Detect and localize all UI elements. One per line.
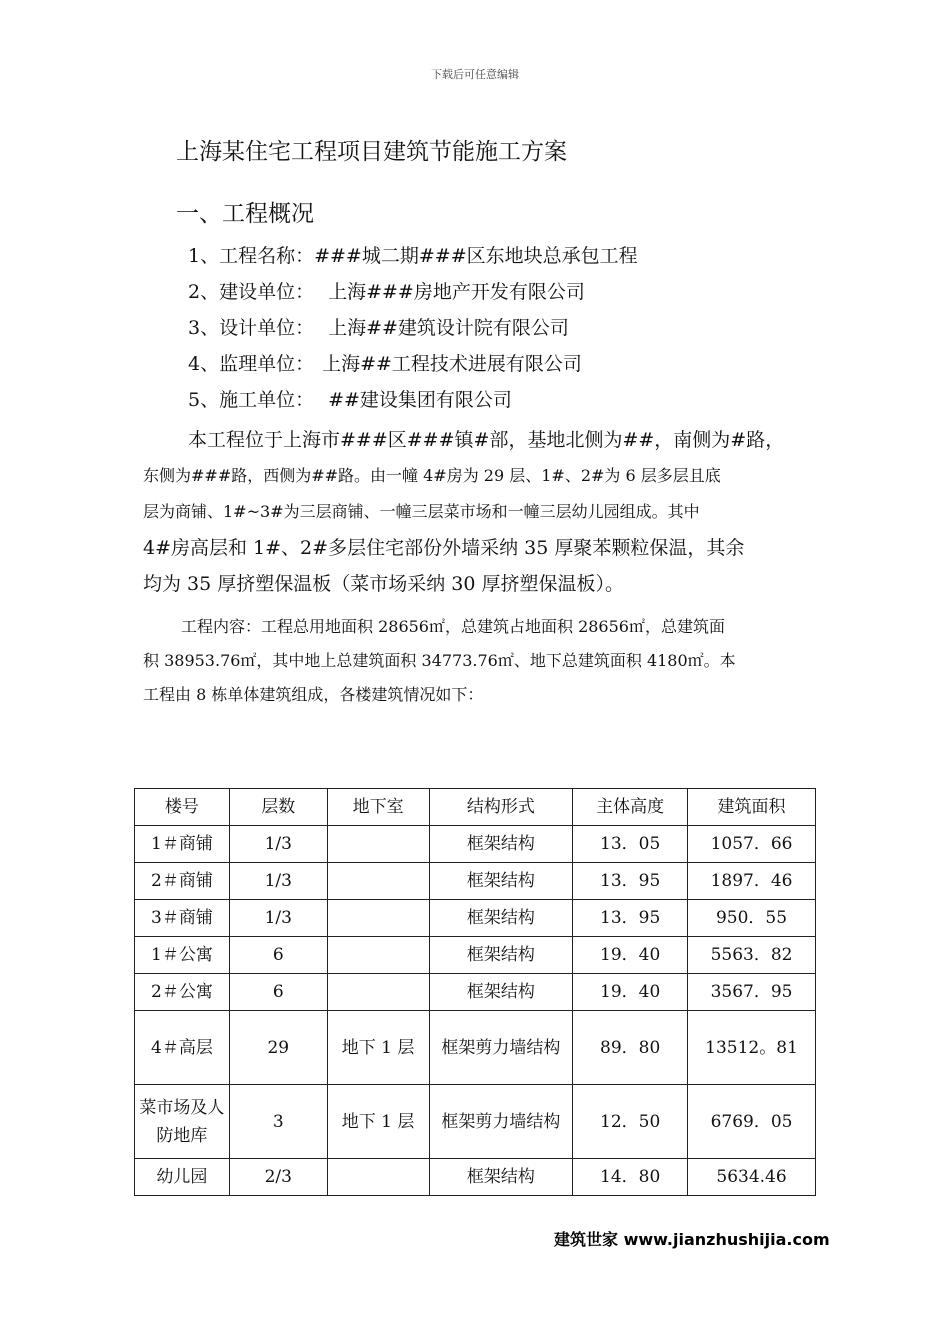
cell-basement — [327, 1159, 429, 1196]
paragraph-line: 工程内容：工程总用地面积 28656㎡，总建筑占地面积 28656㎡，总建筑面 — [181, 617, 725, 636]
cell-basement — [327, 900, 429, 937]
cell-area: 950．55 — [688, 900, 816, 937]
table-row — [135, 900, 816, 937]
cell-height: 12．50 — [573, 1085, 688, 1159]
cell-basement — [327, 863, 429, 900]
info-item — [188, 313, 638, 349]
cell-structure: 框架结构 — [429, 1159, 573, 1196]
info-value: ##建设集团有限公司 — [328, 389, 512, 411]
table-header-row — [135, 789, 816, 826]
cell-area: 5634.46 — [688, 1159, 816, 1196]
column-header: 建筑面积 — [688, 789, 816, 826]
cell-structure: 框架结构 — [429, 974, 573, 1011]
cell-building: 1＃公寓 — [135, 937, 230, 974]
cell-building: 3＃商铺 — [135, 900, 230, 937]
cell-basement: 地下 1 层 — [327, 1011, 429, 1085]
info-item — [188, 349, 638, 385]
project-content-paragraph — [143, 610, 823, 712]
cell-structure: 框架结构 — [429, 863, 573, 900]
cell-height: 89．80 — [573, 1011, 688, 1085]
cell-area: 1897．46 — [688, 863, 816, 900]
column-header: 主体高度 — [573, 789, 688, 826]
cell-structure: 框架结构 — [429, 826, 573, 863]
column-header: 地下室 — [327, 789, 429, 826]
cell-basement — [327, 974, 429, 1011]
info-value: 上海##工程技术进展有限公司 — [322, 353, 582, 375]
cell-building: 菜市场及人防地库 — [135, 1085, 230, 1159]
cell-floors: 1/3 — [229, 863, 327, 900]
buildings-table — [134, 788, 816, 1196]
cell-area: 3567．95 — [688, 974, 816, 1011]
cell-basement — [327, 937, 429, 974]
cell-floors: 6 — [229, 937, 327, 974]
cell-basement — [327, 826, 429, 863]
table-row — [135, 1085, 816, 1159]
cell-area: 13512。81 — [688, 1011, 816, 1085]
cell-area: 6769．05 — [688, 1085, 816, 1159]
info-value: ###城二期###区东地块总承包工程 — [314, 245, 638, 267]
cell-height: 19．40 — [573, 974, 688, 1011]
column-header: 层数 — [229, 789, 327, 826]
cell-structure: 框架剪力墙结构 — [429, 1085, 573, 1159]
table-row — [135, 1159, 816, 1196]
cell-structure: 框架结构 — [429, 937, 573, 974]
project-location-paragraph — [143, 422, 823, 602]
info-value: 上海###房地产开发有限公司 — [328, 281, 585, 303]
project-info-list — [188, 241, 638, 421]
cell-building: 2＃公寓 — [135, 974, 230, 1011]
cell-building: 1＃商铺 — [135, 826, 230, 863]
info-label: 4、监理单位： — [188, 353, 315, 375]
cell-building: 4＃高层 — [135, 1011, 230, 1085]
cell-height: 13．95 — [573, 863, 688, 900]
info-label: 3、设计单位： — [188, 317, 315, 339]
cell-height: 19．40 — [573, 937, 688, 974]
cell-area: 1057．66 — [688, 826, 816, 863]
cell-area: 5563．82 — [688, 937, 816, 974]
table-row — [135, 1011, 816, 1085]
table-row — [135, 937, 816, 974]
paragraph-line: 工程由 8 栋单体建筑组成，各楼建筑情况如下： — [143, 685, 484, 704]
footer-brand-link[interactable]: 建筑世家 www.jianzhushijia.com — [554, 1230, 830, 1249]
cell-height: 13．05 — [573, 826, 688, 863]
cell-floors: 1/3 — [229, 900, 327, 937]
paragraph-line: 本工程位于上海市###区###镇#部，基地北侧为##，南侧为#路， — [188, 429, 785, 451]
cell-floors: 1/3 — [229, 826, 327, 863]
paragraph-line: 积 38953.76㎡，其中地上总建筑面积 34773.76㎡、地下总建筑面积 4180㎡。本 — [143, 651, 736, 670]
document-title: 上海某住宅工程项目建筑节能施工方案 — [176, 139, 567, 165]
cell-height: 13．95 — [573, 900, 688, 937]
section-heading: 一、工程概况 — [176, 201, 314, 227]
cell-height: 14．80 — [573, 1159, 688, 1196]
cell-building: 2＃商铺 — [135, 863, 230, 900]
info-label: 2、建设单位： — [188, 281, 315, 303]
paragraph-line: 4#房高层和 1#、2#多层住宅部份外墙采纳 35 厚聚苯颗粒保温，其余 — [143, 537, 745, 559]
column-header: 楼号 — [135, 789, 230, 826]
cell-building: 幼儿园 — [135, 1159, 230, 1196]
info-label: 5、施工单位： — [188, 389, 315, 411]
info-item — [188, 277, 638, 313]
paragraph-line: 东侧为###路，西侧为##路。由一幢 4#房为 29 层、1#、2#为 6 层多层且底 — [143, 466, 721, 485]
cell-floors: 3 — [229, 1085, 327, 1159]
info-item — [188, 241, 638, 277]
cell-floors: 2/3 — [229, 1159, 327, 1196]
table-row — [135, 826, 816, 863]
paragraph-line: 层为商铺、1#~3#为三层商铺、一幢三层菜市场和一幢三层幼儿园组成。其中 — [143, 502, 700, 521]
cell-structure: 框架结构 — [429, 900, 573, 937]
info-label: 1、工程名称： — [188, 245, 315, 267]
cell-structure: 框架剪力墙结构 — [429, 1011, 573, 1085]
table-row — [135, 974, 816, 1011]
column-header: 结构形式 — [429, 789, 573, 826]
table-row — [135, 863, 816, 900]
cell-floors: 29 — [229, 1011, 327, 1085]
cell-basement: 地下 1 层 — [327, 1085, 429, 1159]
paragraph-line: 均为 35 厚挤塑保温板（菜市场采纳 30 厚挤塑保温板）。 — [143, 573, 625, 595]
cell-floors: 6 — [229, 974, 327, 1011]
info-item — [188, 385, 638, 421]
info-value: 上海##建筑设计院有限公司 — [328, 317, 569, 339]
header-note: 下载后可任意编辑 — [431, 68, 519, 81]
